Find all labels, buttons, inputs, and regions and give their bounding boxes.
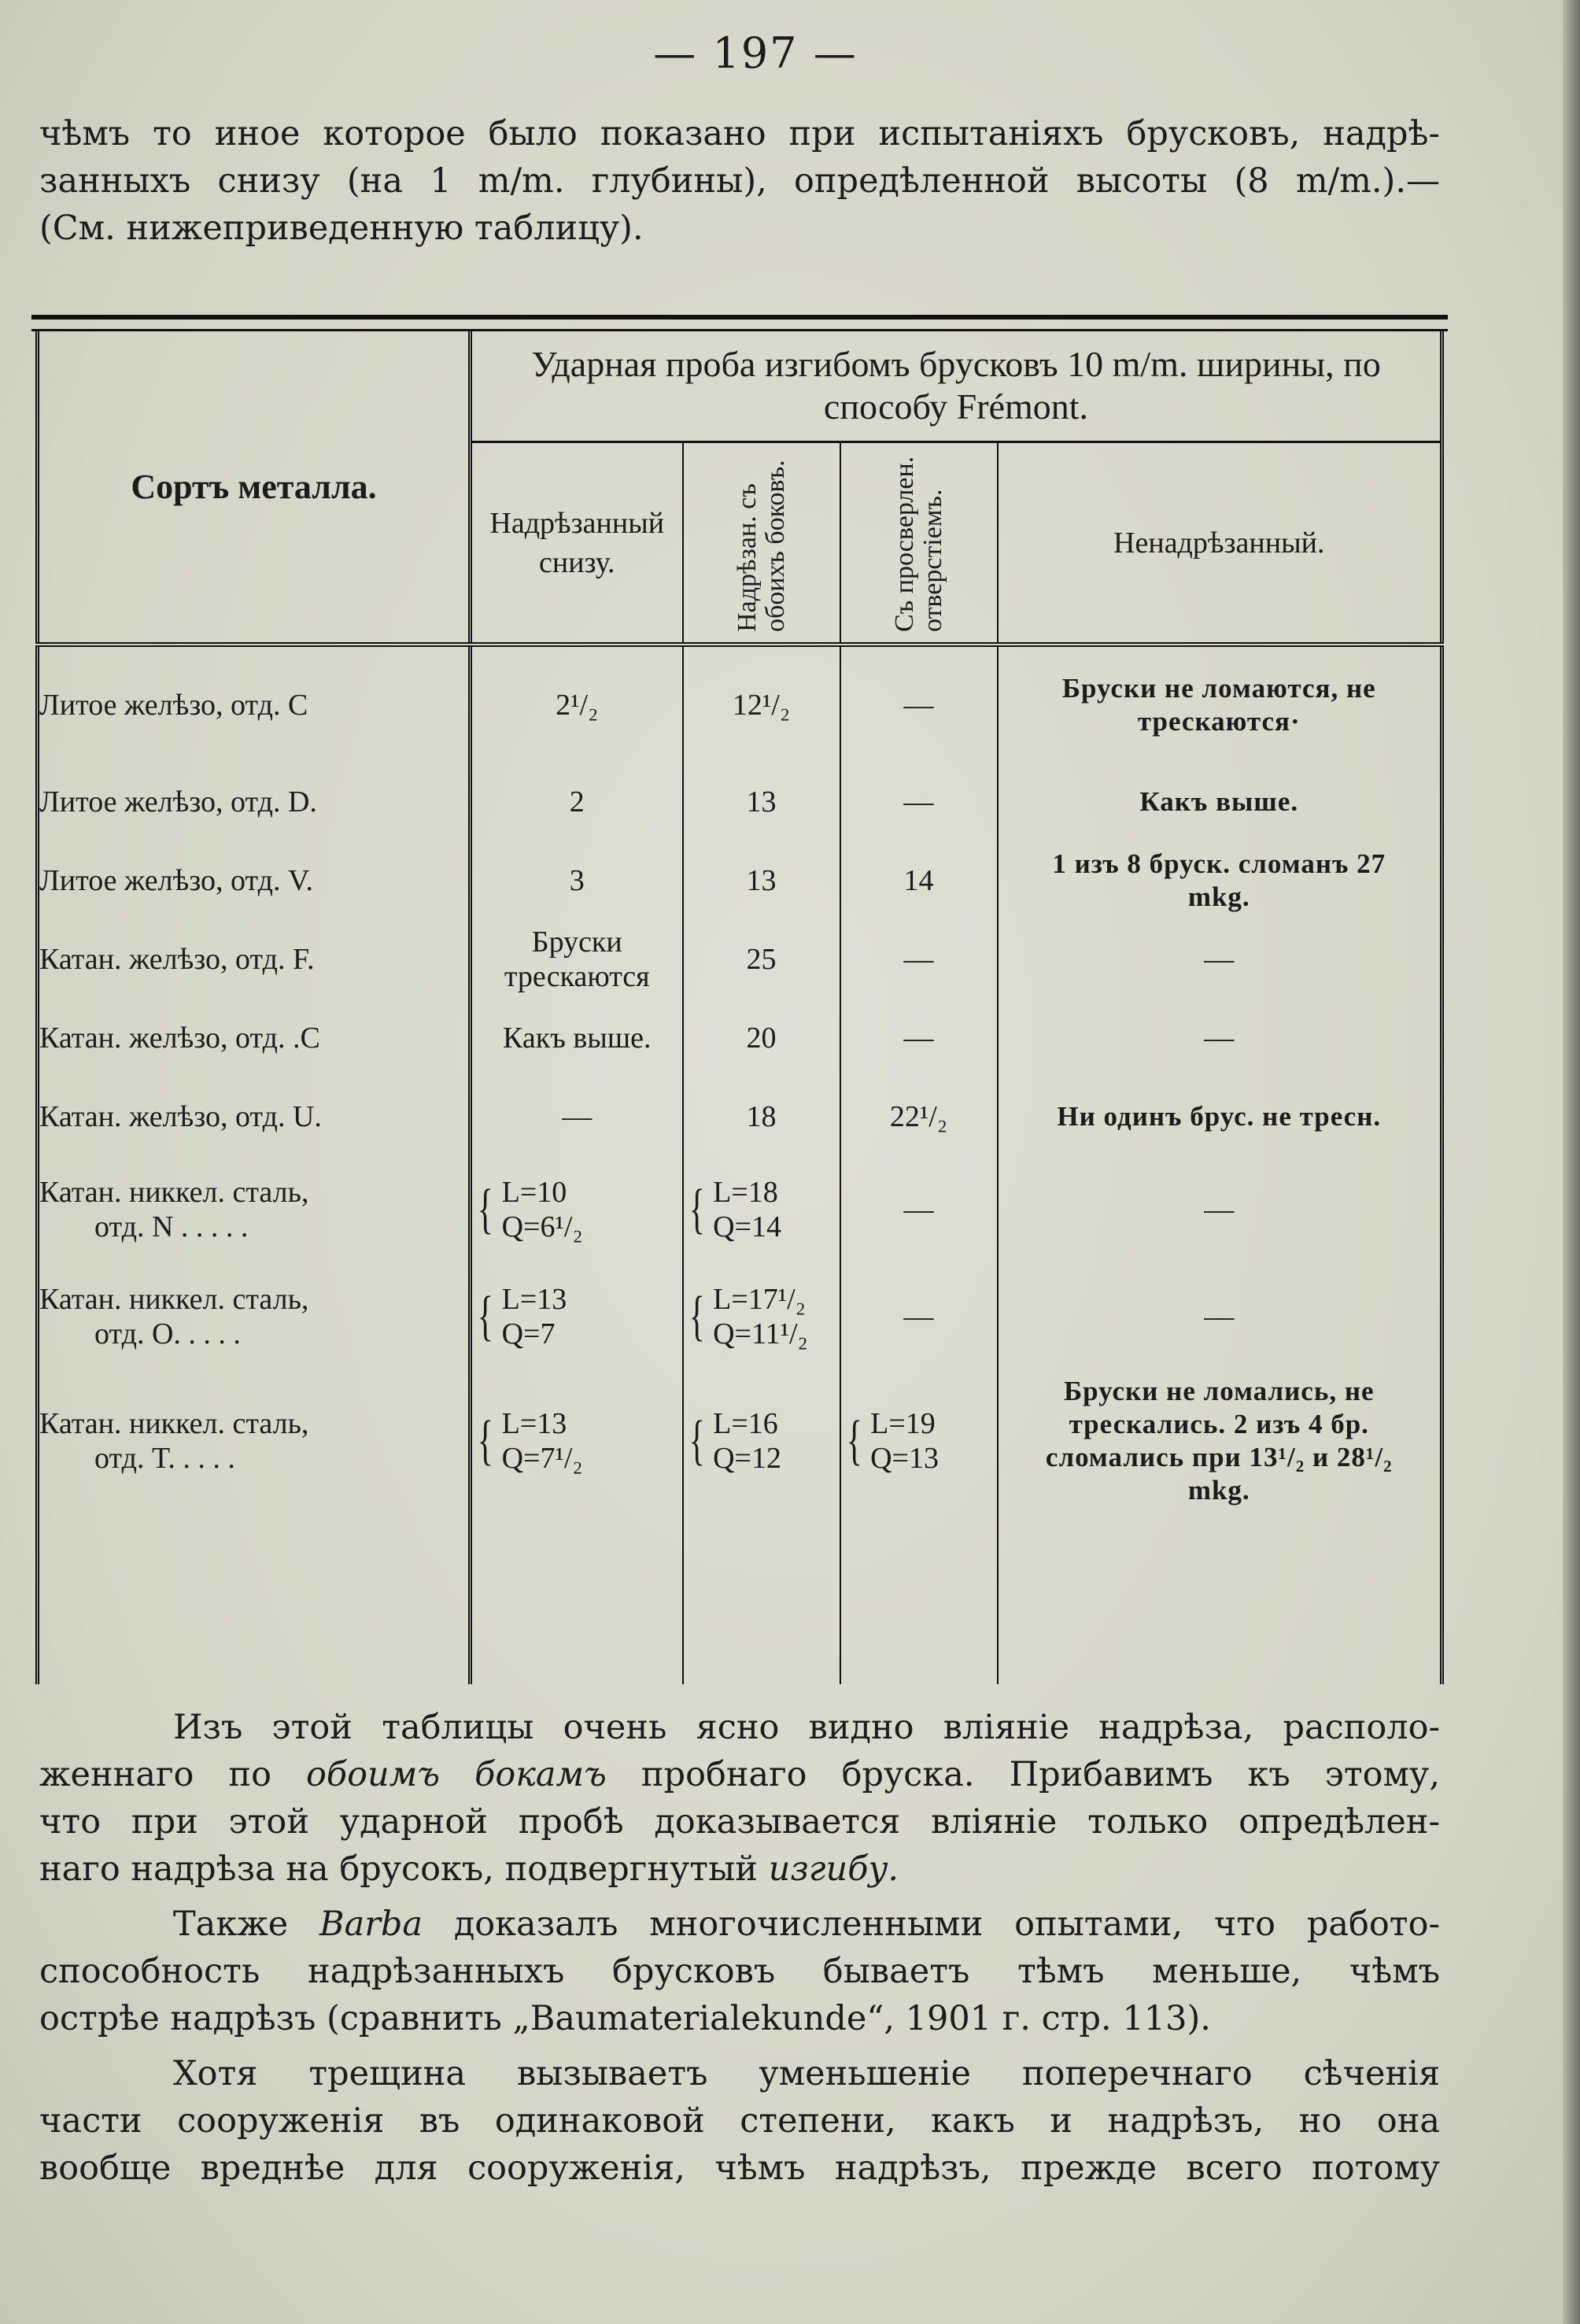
metal-name: Катан. желѣзо, отд. .C xyxy=(38,999,471,1077)
value-L: L=10 xyxy=(501,1176,567,1209)
value-unnotched: — xyxy=(998,999,1442,1077)
value-notched-both xyxy=(683,1370,840,1512)
metal-name-line: отд. T. . . . . xyxy=(94,1442,235,1475)
impact-test-table xyxy=(35,331,1444,1684)
emphasis: Barba xyxy=(319,1905,423,1944)
col-header-unnotched: Ненадрѣзанный. xyxy=(998,442,1442,645)
paragraph-3 xyxy=(39,2050,1440,2192)
col-header-drilled-text: Съ просверлен. отверстіемъ. xyxy=(889,456,947,632)
value-notched-bottom: 2¹/₂ xyxy=(471,645,683,763)
value-Q: Q=14 xyxy=(713,1210,781,1243)
metal-name-line: Катан. никкел. сталь, xyxy=(39,1407,309,1440)
metal-name: Катан. желѣзо, отд. F. xyxy=(38,920,471,999)
brace-icon: { xyxy=(477,1410,493,1471)
col-header-notched-both xyxy=(683,442,840,645)
value-unnotched: — xyxy=(998,1156,1442,1263)
metal-name-line: отд. O. . . . . xyxy=(94,1317,241,1350)
value-notched-both: 13 xyxy=(683,841,840,920)
value-drilled: — xyxy=(840,920,998,999)
book-spine-edge xyxy=(1563,0,1580,2324)
paragraph-line: что при этой ударной пробѣ доказывается вліяніе только опредѣлен- xyxy=(39,1802,1440,1842)
value-notched-both: 20 xyxy=(683,999,840,1077)
value-notched-both xyxy=(683,1156,840,1263)
value-L: L=16 xyxy=(713,1407,778,1440)
table-row xyxy=(38,1077,1442,1156)
value-notched-bottom: 2 xyxy=(471,763,683,841)
value-Q: Q=6¹/₂ xyxy=(501,1210,583,1243)
value-unnotched: Бруски не ломались, не трескались. 2 изъ 4 бр. сломались при 13¹/₂ и 28¹/₂ mkg. xyxy=(998,1370,1442,1512)
paragraph-line: способность надрѣзанныхъ брусковъ бываетъ тѣмъ меньше, чѣмъ xyxy=(39,1952,1440,1991)
value-notched-both xyxy=(683,1263,840,1370)
text-run: наго надрѣза на брусокъ, подвергнутый xyxy=(39,1849,769,1889)
value-unnotched: — xyxy=(998,1263,1442,1370)
text-run: женнаго по xyxy=(39,1755,307,1794)
value-Q: Q=7¹/₂ xyxy=(501,1442,583,1475)
value-unnotched: Какъ выше. xyxy=(998,763,1442,841)
text-run: Также xyxy=(173,1905,320,1944)
paragraph-line xyxy=(39,1846,1440,1893)
metal-name: Литое желѣзо, отд. C xyxy=(38,645,471,763)
brace-icon: { xyxy=(688,1286,705,1347)
value-Q: Q=11¹/₂ xyxy=(713,1317,808,1350)
value-drilled: — xyxy=(840,999,998,1077)
metal-name xyxy=(38,1263,471,1370)
paragraph-line: Хотя трещина вызываетъ уменьшеніе поперечнаго сѣченія xyxy=(173,2054,1440,2093)
metal-name-line: Катан. никкел. сталь, xyxy=(39,1283,309,1316)
table-row xyxy=(38,999,1442,1077)
page-number: — 197 — xyxy=(653,28,858,78)
value-notched-both: 25 xyxy=(683,920,840,999)
brace-icon: { xyxy=(846,1410,862,1471)
paragraph-2 xyxy=(39,1901,1440,2042)
value-notched-bottom: — xyxy=(471,1077,683,1156)
value-notched-bottom xyxy=(471,1156,683,1263)
intro-line: чѣмъ то иное которое было показано при испытаніяхъ брусковъ, надрѣ- xyxy=(39,114,1440,153)
paragraph-line: Изъ этой таблицы очень ясно видно вліяніе надрѣза, располо- xyxy=(173,1708,1440,1747)
paragraph-line: части сооруженія въ одинаковой степени, какъ и надрѣзъ, но она xyxy=(39,2101,1440,2141)
table-row xyxy=(38,841,1442,920)
emphasis: обоимъ бокамъ xyxy=(306,1755,607,1794)
intro-paragraph xyxy=(39,110,1440,252)
value-notched-both: 13 xyxy=(683,763,840,841)
value-Q: Q=13 xyxy=(870,1442,939,1475)
col-header-drilled xyxy=(840,442,998,645)
col-header-notched-bottom: Надрѣзанный снизу. xyxy=(471,442,683,645)
brace-icon: { xyxy=(688,1179,705,1240)
value-L: L=17¹/₂ xyxy=(713,1283,806,1316)
value-notched-both: 12¹/₂ xyxy=(683,645,840,763)
brace-icon: { xyxy=(477,1179,493,1240)
metal-name-line: отд. N . . . . . xyxy=(94,1210,249,1243)
paragraph-line: вообще вреднѣе для сооруженія, чѣмъ надрѣзъ, прежде всего потому xyxy=(39,2148,1440,2188)
text-run: пробнаго бруска. Прибавимъ къ этому, xyxy=(606,1755,1440,1794)
value-notched-bottom xyxy=(471,1370,683,1512)
value-Q: Q=12 xyxy=(713,1442,781,1475)
value-unnotched: — xyxy=(998,920,1442,999)
emphasis: изгибу. xyxy=(768,1849,899,1889)
value-drilled: — xyxy=(840,763,998,841)
value-Q: Q=7 xyxy=(501,1317,556,1350)
value-L: L=13 xyxy=(501,1407,567,1440)
value-drilled xyxy=(840,1370,998,1512)
brace-icon: { xyxy=(477,1286,493,1347)
metal-name: Катан. желѣзо, отд. U. xyxy=(38,1077,471,1156)
paragraph-line xyxy=(39,1751,1440,1798)
value-drilled: — xyxy=(840,645,998,763)
value-notched-bottom xyxy=(471,1263,683,1370)
intro-line: занныхъ снизу (на 1 m/m. глубины), опредѣленной высоты (8 m/m.).— xyxy=(39,161,1440,201)
value-L: L=18 xyxy=(713,1176,778,1209)
value-drilled: 14 xyxy=(840,841,998,920)
paragraph-line: острѣе надрѣзъ (сравнить „Baumaterialekunde“, 1901 г. стр. 113). xyxy=(39,1999,1211,2038)
brace-icon: { xyxy=(688,1410,705,1471)
metal-name xyxy=(38,1156,471,1263)
value-L: L=13 xyxy=(501,1283,567,1316)
value-drilled: 22¹/₂ xyxy=(840,1077,998,1156)
value-notched-bottom: 3 xyxy=(471,841,683,920)
value-notched-bottom: Какъ выше. xyxy=(471,999,683,1077)
col-header-group: Ударная проба изгибомъ брусковъ 10 m/m. ширины, по способу Frémont. xyxy=(471,331,1442,442)
value-notched-both: 18 xyxy=(683,1077,840,1156)
metal-name: Литое желѣзо, отд. V. xyxy=(38,841,471,920)
metal-name: Литое желѣзо, отд. D. xyxy=(38,763,471,841)
table-top-rule xyxy=(31,315,1448,331)
metal-name-line: Катан. никкел. сталь, xyxy=(39,1176,309,1209)
intro-line: (См. нижеприведенную таблицу). xyxy=(39,209,644,248)
col-header-notched-both-text: Надрѣзан. съ обоихъ боковъ. xyxy=(732,460,790,632)
value-unnotched: Бруски не ломаются, не трескаются· xyxy=(998,645,1442,763)
value-unnotched: Ни одинъ брус. не тресн. xyxy=(998,1077,1442,1156)
table-row xyxy=(38,1156,1442,1263)
paragraph-1 xyxy=(39,1704,1440,1893)
paragraph-line xyxy=(39,1901,1440,1948)
table-row xyxy=(38,763,1442,841)
value-drilled: — xyxy=(840,1263,998,1370)
table-row xyxy=(38,920,1442,999)
metal-name xyxy=(38,1370,471,1512)
table-row xyxy=(38,1370,1442,1512)
value-unnotched: 1 изъ 8 бруск. сломанъ 27 mkg. xyxy=(998,841,1442,920)
col-header-sort: Сортъ металла. xyxy=(38,331,471,645)
value-drilled: — xyxy=(840,1156,998,1263)
table-row xyxy=(38,645,1442,763)
table-row xyxy=(38,1263,1442,1370)
value-notched-bottom: Бруски трескаются xyxy=(471,920,683,999)
table-bottom-space xyxy=(38,1512,1442,1684)
text-run: доказалъ многочисленными опытами, что работо- xyxy=(422,1905,1440,1944)
value-L: L=19 xyxy=(870,1407,936,1440)
